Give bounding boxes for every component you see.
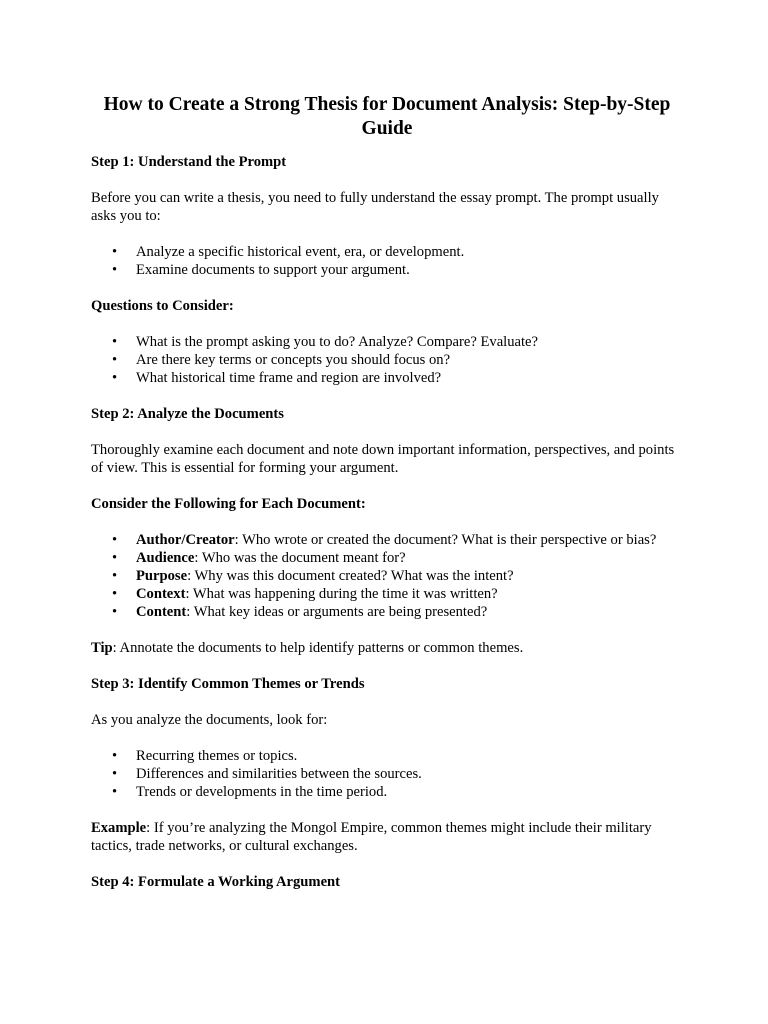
list-item-text: : Who wrote or created the document? What is their perspective or bias?	[234, 532, 657, 548]
step-1-list	[91, 243, 683, 279]
list-item: • Trends or developments in the time period.	[136, 783, 683, 801]
step-3-heading: Step 3: Identify Common Themes or Trends	[91, 676, 365, 692]
list-item: • What historical time frame and region are involved?	[136, 369, 683, 387]
list-item	[136, 531, 683, 549]
list-item	[136, 549, 683, 567]
list-item: • Analyze a specific historical event, era, or development.	[136, 243, 683, 261]
step-4-heading: Step 4: Formulate a Working Argument	[91, 874, 341, 890]
questions-heading: Questions to Consider:	[91, 298, 234, 314]
list-item	[136, 603, 683, 621]
step-3-intro: As you analyze the documents, look for:	[91, 712, 328, 728]
list-item: • Are there key terms or concepts you should focus on?	[136, 351, 683, 369]
document-title: How to Create a Strong Thesis for Document Analysis: Step-by-Step Guide	[103, 94, 671, 139]
step-3-list	[91, 747, 683, 801]
list-item-text: : Who was the document meant for?	[194, 550, 406, 566]
list-item-term: Context	[136, 586, 186, 602]
list-item: • Examine documents to support your argument.	[136, 261, 683, 279]
step-1-intro: Before you can write a thesis, you need to fully understand the essay prompt. The prompt usually asks you to:	[91, 190, 659, 224]
list-item: • Recurring themes or topics.	[136, 747, 683, 765]
list-item-term: Content	[136, 604, 187, 620]
list-item-text: : What key ideas or arguments are being presented?	[186, 604, 488, 620]
list-item-text: : Why was this document created? What was the intent?	[187, 568, 514, 584]
example-term: Example	[91, 820, 147, 836]
step-2-intro: Thoroughly examine each document and note down important information, perspectives, and points of view. This is essential for forming your argument.	[91, 442, 675, 476]
consider-heading: Consider the Following for Each Document:	[91, 496, 366, 512]
example-text: : If you’re analyzing the Mongol Empire, common themes might include their military tactics, trade networks, or cultural exchanges.	[91, 820, 652, 854]
tip-paragraph	[91, 639, 683, 657]
list-item	[136, 585, 683, 603]
list-item: • Differences and similarities between the sources.	[136, 765, 683, 783]
questions-list	[91, 333, 683, 387]
list-item-text: : What was happening during the time it was written?	[185, 586, 498, 602]
example-paragraph	[91, 819, 683, 855]
list-item	[136, 567, 683, 585]
list-item-term: Audience	[136, 550, 195, 566]
list-item: • What is the prompt asking you to do? Analyze? Compare? Evaluate?	[136, 333, 683, 351]
tip-text: : Annotate the documents to help identify patterns or common themes.	[112, 640, 524, 656]
step-1-heading: Step 1: Understand the Prompt	[91, 154, 287, 170]
tip-term: Tip	[91, 640, 113, 656]
list-item-term: Purpose	[136, 568, 188, 584]
step-2-heading: Step 2: Analyze the Documents	[91, 406, 284, 422]
document-page	[91, 93, 683, 909]
list-item-term: Author/Creator	[136, 532, 235, 548]
consider-list	[91, 531, 683, 621]
